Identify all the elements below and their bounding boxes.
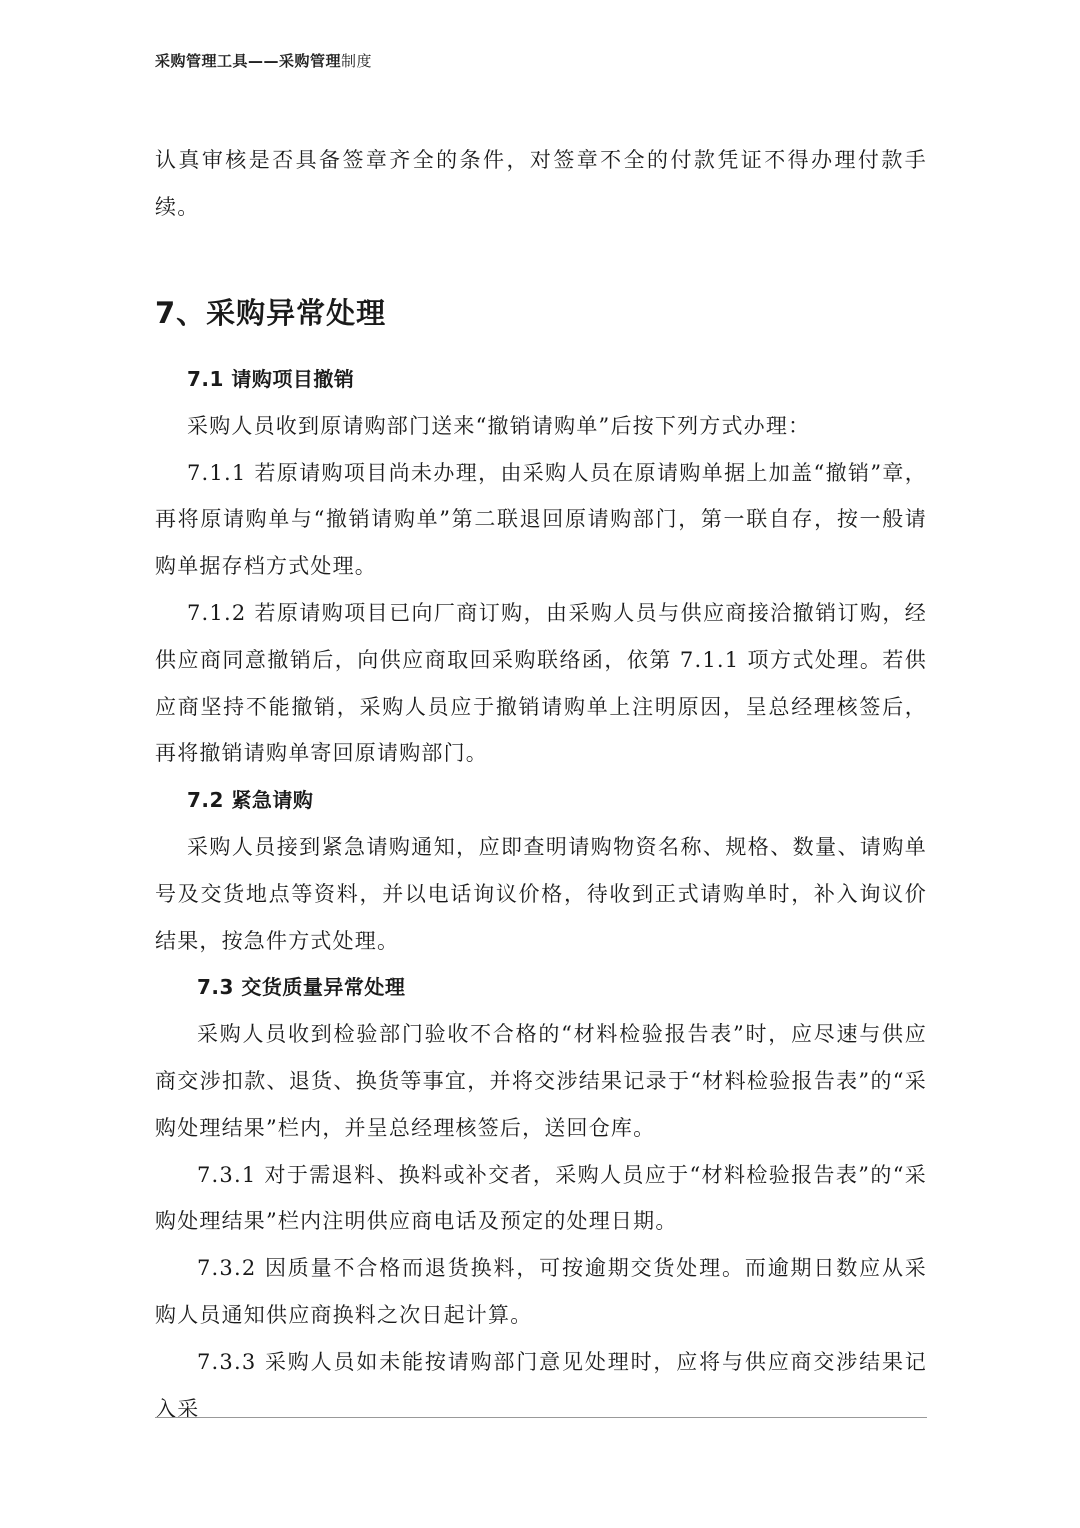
paragraph-7-3: 采购人员收到检验部门验收不合格的“材料检验报告表”时，应尽速与供应商交涉扣款、退货、换货等事宜，并将交涉结果记录于“材料检验报告表”的“采购处理结果”栏内，并呈总经理核签后，送回仓库。 (155, 1022, 927, 1140)
paragraph-7-3-3: 7.3.3 采购人员如未能按请购部门意见处理时，应将与供应商交涉结果记入采 (155, 1349, 927, 1421)
header-title: 采购管理工具——采购管理 (155, 52, 342, 70)
paragraph-7-2: 采购人员接到紧急请购通知，应即查明请购物资名称、规格、数量、请购单号及交货地点等资料，并以电话询议价格，待收到正式请购单时，补入询议价结果，按急件方式处理。 (155, 834, 927, 953)
subsection-7-1-title: 7.1 请购项目撤销 (187, 367, 355, 391)
paragraph-7-3-2: 7.3.2 因质量不合格而退货换料，可按逾期交货处理。而逾期日数应从采购人员通知供应商换料之次日起计算。 (155, 1256, 927, 1327)
footer-divider (155, 1417, 927, 1418)
subsection-7-1-intro: 采购人员收到原请购部门送来“撤销请购单”后按下列方式办理： (187, 413, 811, 438)
section-title: 7、采购异常处理 (155, 296, 387, 330)
section-body (155, 356, 927, 1432)
running-header (155, 50, 372, 71)
paragraph-7-3-1: 7.3.1 对于需退料、换料或补交者，采购人员应于“材料检验报告表”的“采购处理结果”栏内注明供应商电话及预定的处理日期。 (155, 1162, 927, 1234)
subsection-7-3-title: 7.3 交货质量异常处理 (197, 975, 406, 1000)
lead-paragraph-block (155, 137, 927, 231)
paragraph-7-1-2: 7.1.2 若原请购项目已向厂商订购，由采购人员与供应商接洽撤销订购，经供应商同意撤销后，向供应商取回采购联络函，依第 7.1.1 项方式处理。若供应商坚持不能撤销，采购人员应于撤销请购单上注明原因，呈总经理核签后，再将撤销请购单寄回原请购部门。 (155, 600, 927, 766)
header-suffix: 制度 (341, 52, 373, 70)
subsection-7-2-title: 7.2 紧急请购 (187, 788, 314, 813)
lead-paragraph: 认真审核是否具备签章齐全的条件，对签章不全的付款凭证不得办理付款手续。 (155, 148, 927, 219)
paragraph-7-1-1: 7.1.1 若原请购项目尚未办理，由采购人员在原请购单据上加盖“撤销”章，再将原请购单与“撤销请购单”第二联退回原请购部门，第一联自存，按一般请购单据存档方式处理。 (155, 460, 927, 579)
section-heading-block (155, 293, 927, 333)
